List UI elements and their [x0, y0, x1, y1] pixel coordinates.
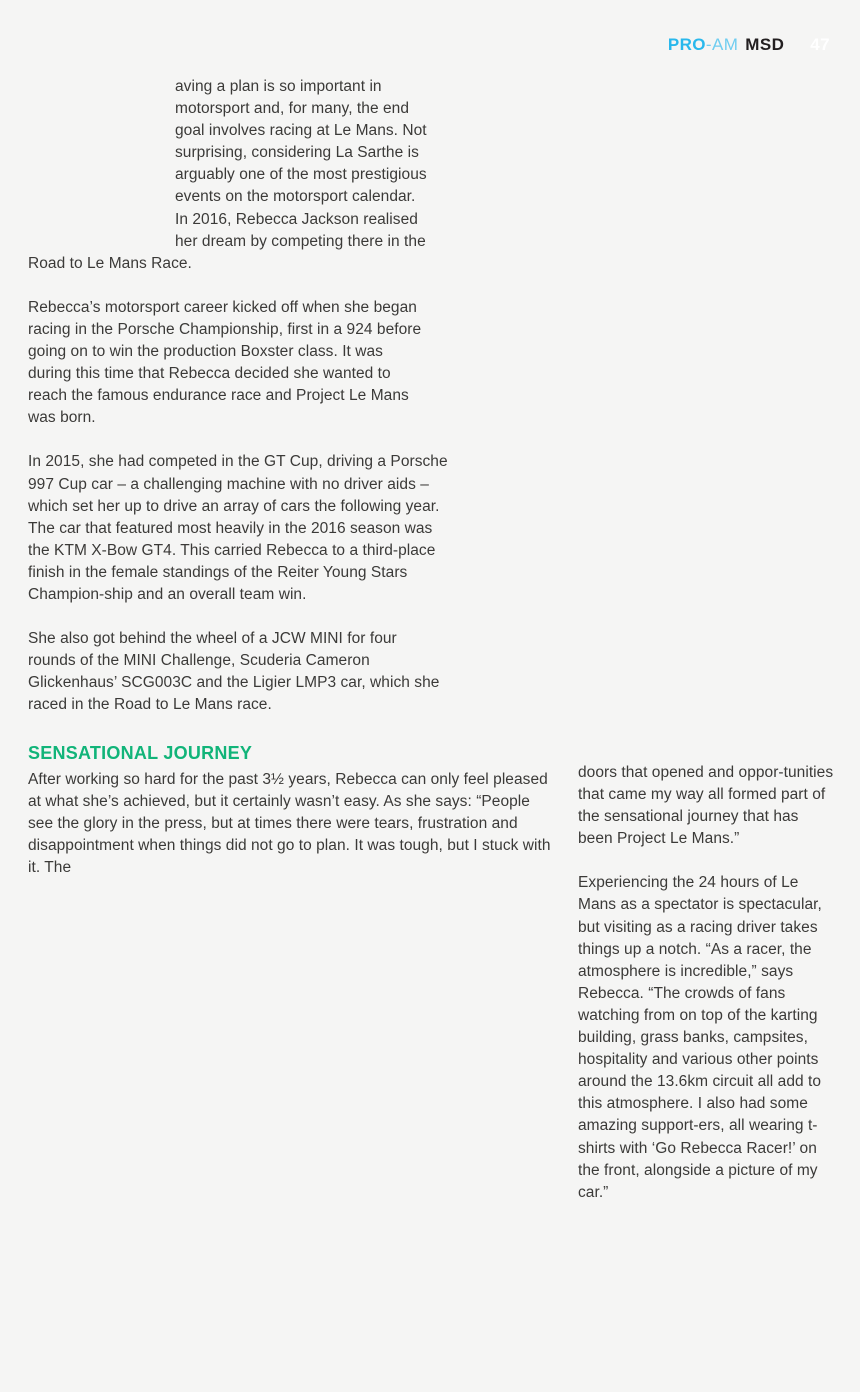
left-text-column [28, 76, 555, 879]
brand-msd-label: MSD [745, 35, 785, 54]
brand-am-label: -AM [705, 35, 739, 54]
running-head [668, 36, 830, 53]
paragraph-3: In 2015, she had competed in the GT Cup, driving a Porsche 997 Cup car – a challenging machine with no driver aids – which set her up to drive an array of cars the following year. The car that featured most heavily in the 2016 season was the KTM X-Bow GT4. This carried Rebecca to a third-place finish in the female standings of the Reiter Young Stars Champion-ship and an overall team win. [28, 453, 448, 603]
page-number: 47 [810, 35, 830, 54]
right-paragraph-2: Experiencing the 24 hours of Le Mans as a spectator is spectacular, but visiting as a racing driver takes things up a notch. “As a racer, the atmosphere is incredible,” says Rebecca. “The crowds of fans watching from on top of the karting building, grass banks, campsites, hospitality and various other points around the 13.6km circuit all add to this atmosphere. I also had some amazing support-ers, all wearing t-shirts with ‘Go Rebecca Racer!’ on the front, alongside a picture of my car.” [578, 874, 822, 1201]
paragraph-4: She also got behind the wheel of a JCW MINI for four rounds of the MINI Challenge, Scuderia Cameron Glickenhaus’ SCG003C and the Ligier LMP3 car, which she raced in the Road to Le Mans race. [28, 630, 440, 714]
lead-paragraph-text: aving a plan is so important in motorsport and, for many, the end goal involves racing at Le Mans. Not surprising, considering La Sarthe is arguably one of the most prestigious events on the motorsport calendar. In 2016, Rebecca Jackson realised her dream by competing there in the Road to Le Mans Race. [28, 78, 427, 272]
drop-cap: H [28, 76, 124, 215]
lead-paragraph [28, 76, 428, 275]
section-paragraph: After working so hard for the past 3½ years, Rebecca can only feel pleased at what she’s achieved, but it certainly wasn’t easy. As she says: “People see the glory in the press, but at times there were tears, frustration and disappointment when things did not go to plan. It was tough, but I stuck with it. The [28, 770, 551, 877]
right-text-column [578, 762, 836, 1204]
paragraph-2: Rebecca’s motorsport career kicked off when she began racing in the Porsche Championship, first in a 924 before going on to win the production Boxster class. It was during this time that Rebecca decided she wanted to reach the famous endurance race and Project Le Mans was born. [28, 298, 422, 427]
right-paragraph-1: doors that opened and oppor-tunities that came my way all formed part of the sensational journey that has been Project Le Mans.” [578, 764, 834, 848]
section-heading: SENSATIONAL JOURNEY [28, 743, 253, 764]
brand-pro-label: PRO [667, 35, 706, 54]
